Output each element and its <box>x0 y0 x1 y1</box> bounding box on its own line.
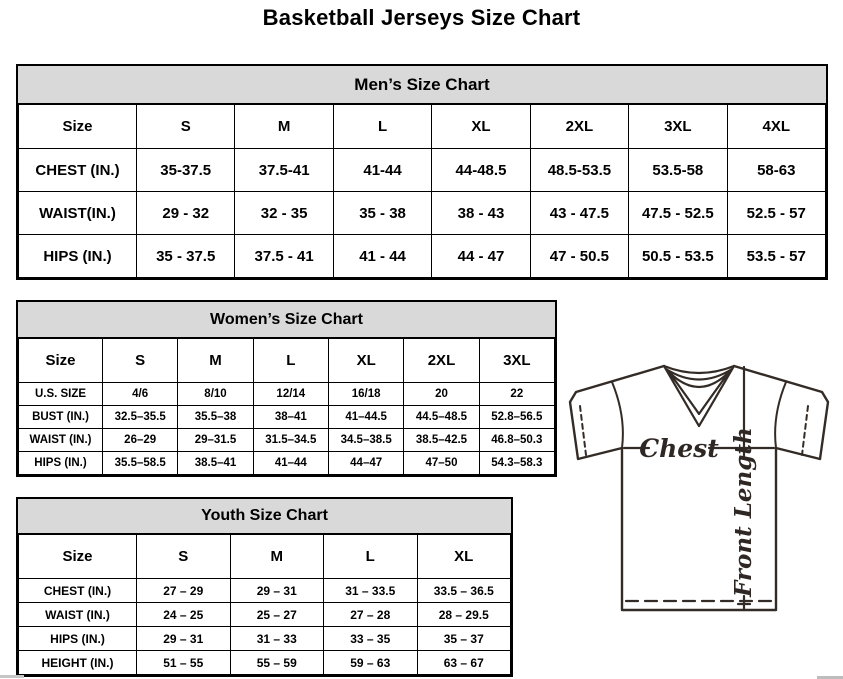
size-cell: M <box>178 339 253 383</box>
row-label-cell: WAIST (IN.) <box>19 429 103 452</box>
size-cell: 2XL <box>530 105 628 149</box>
size-header-row <box>19 339 555 383</box>
value-cell: 52.8–56.5 <box>479 406 554 429</box>
value-cell: 58-63 <box>727 149 825 192</box>
measurement-row <box>19 651 511 675</box>
value-cell: 22 <box>479 383 554 406</box>
value-cell: 24 – 25 <box>137 603 231 627</box>
value-cell: 29–31.5 <box>178 429 253 452</box>
value-cell: 59 – 63 <box>324 651 418 675</box>
size-cell: XL <box>432 105 530 149</box>
mens-size-chart-title: Men’s Size Chart <box>18 66 826 104</box>
value-cell: 37.5-41 <box>235 149 333 192</box>
value-cell: 52.5 - 57 <box>727 192 825 235</box>
jersey-right-cuff-stitch <box>802 406 808 455</box>
value-cell: 29 - 32 <box>137 192 235 235</box>
size-header-row <box>19 535 511 579</box>
value-cell: 8/10 <box>178 383 253 406</box>
size-label-cell: Size <box>19 535 137 579</box>
value-cell: 53.5 - 57 <box>727 235 825 278</box>
size-header-row <box>19 105 826 149</box>
value-cell: 29 – 31 <box>137 627 231 651</box>
jersey-right-seam <box>775 382 786 448</box>
row-label-cell: CHEST (IN.) <box>19 579 137 603</box>
value-cell: 41 - 44 <box>333 235 431 278</box>
measurement-row <box>19 627 511 651</box>
measurement-row <box>19 235 826 278</box>
row-label-cell: HIPS (IN.) <box>19 627 137 651</box>
value-cell: 12/14 <box>253 383 328 406</box>
front-length-label: Front Length <box>730 427 757 597</box>
value-cell: 54.3–58.3 <box>479 452 554 475</box>
value-cell: 31.5–34.5 <box>253 429 328 452</box>
value-cell: 44.5–48.5 <box>404 406 479 429</box>
value-cell: 33 – 35 <box>324 627 418 651</box>
value-cell: 26–29 <box>103 429 178 452</box>
value-cell: 53.5-58 <box>629 149 727 192</box>
value-cell: 41-44 <box>333 149 431 192</box>
row-label-cell: U.S. SIZE <box>19 383 103 406</box>
value-cell: 38–41 <box>253 406 328 429</box>
value-cell: 51 – 55 <box>137 651 231 675</box>
row-label-cell: WAIST(IN.) <box>19 192 137 235</box>
value-cell: 31 – 33.5 <box>324 579 418 603</box>
chest-label: Chest <box>639 434 719 463</box>
value-cell: 4/6 <box>103 383 178 406</box>
mens-size-table <box>18 104 826 278</box>
value-cell: 27 – 29 <box>137 579 231 603</box>
value-cell: 44–47 <box>328 452 403 475</box>
size-cell: L <box>324 535 418 579</box>
measurement-row <box>19 603 511 627</box>
jersey-left-cuff-stitch <box>580 406 586 455</box>
size-cell: S <box>137 535 231 579</box>
value-cell: 32 - 35 <box>235 192 333 235</box>
measurement-row <box>19 429 555 452</box>
row-label-cell: HIPS (IN.) <box>19 235 137 278</box>
measurement-row <box>19 406 555 429</box>
size-label-cell: Size <box>19 105 137 149</box>
womens-size-table <box>18 338 555 475</box>
size-cell: L <box>333 105 431 149</box>
value-cell: 27 – 28 <box>324 603 418 627</box>
row-label-cell: CHEST (IN.) <box>19 149 137 192</box>
value-cell: 55 – 59 <box>230 651 324 675</box>
value-cell: 16/18 <box>328 383 403 406</box>
value-cell: 41–44 <box>253 452 328 475</box>
womens-size-chart-title: Women’s Size Chart <box>18 302 555 338</box>
value-cell: 63 – 67 <box>417 651 511 675</box>
size-label-cell: Size <box>19 339 103 383</box>
value-cell: 47 - 50.5 <box>530 235 628 278</box>
value-cell: 35-37.5 <box>137 149 235 192</box>
value-cell: 25 – 27 <box>230 603 324 627</box>
size-cell: L <box>253 339 328 383</box>
size-cell: M <box>230 535 324 579</box>
measurement-row <box>19 452 555 475</box>
value-cell: 44-48.5 <box>432 149 530 192</box>
size-cell: XL <box>328 339 403 383</box>
row-label-cell: HIPS (IN.) <box>19 452 103 475</box>
value-cell: 37.5 - 41 <box>235 235 333 278</box>
youth-size-chart <box>16 497 513 677</box>
jersey-left-seam <box>612 382 623 448</box>
jersey-vneck <box>664 366 734 426</box>
value-cell: 50.5 - 53.5 <box>629 235 727 278</box>
value-cell: 35.5–58.5 <box>103 452 178 475</box>
youth-size-chart-title: Youth Size Chart <box>18 499 511 534</box>
value-cell: 33.5 – 36.5 <box>417 579 511 603</box>
measurement-row <box>19 383 555 406</box>
value-cell: 47.5 - 52.5 <box>629 192 727 235</box>
value-cell: 35 – 37 <box>417 627 511 651</box>
value-cell: 48.5-53.5 <box>530 149 628 192</box>
value-cell: 28 – 29.5 <box>417 603 511 627</box>
page-title: Basketball Jerseys Size Chart <box>262 5 581 30</box>
value-cell: 38.5–41 <box>178 452 253 475</box>
value-cell: 43 - 47.5 <box>530 192 628 235</box>
value-cell: 35 - 37.5 <box>137 235 235 278</box>
size-cell: S <box>103 339 178 383</box>
value-cell: 47–50 <box>404 452 479 475</box>
row-label-cell: BUST (IN.) <box>19 406 103 429</box>
size-cell: 4XL <box>727 105 825 149</box>
value-cell: 29 – 31 <box>230 579 324 603</box>
row-label-cell: WAIST (IN.) <box>19 603 137 627</box>
value-cell: 35 - 38 <box>333 192 431 235</box>
jersey-outline <box>570 366 828 610</box>
scrollbar-fragment-left[interactable] <box>0 675 24 678</box>
value-cell: 41–44.5 <box>328 406 403 429</box>
mens-size-chart <box>16 64 828 280</box>
value-cell: 38.5–42.5 <box>404 429 479 452</box>
value-cell: 38 - 43 <box>432 192 530 235</box>
size-cell: 3XL <box>629 105 727 149</box>
measurement-row <box>19 192 826 235</box>
size-cell: 3XL <box>479 339 554 383</box>
row-label-cell: HEIGHT (IN.) <box>19 651 137 675</box>
value-cell: 46.8–50.3 <box>479 429 554 452</box>
jersey-measurement-diagram <box>552 356 836 628</box>
value-cell: 32.5–35.5 <box>103 406 178 429</box>
value-cell: 35.5–38 <box>178 406 253 429</box>
youth-size-table <box>18 534 511 675</box>
measurement-row <box>19 579 511 603</box>
womens-size-chart <box>16 300 557 477</box>
size-cell: S <box>137 105 235 149</box>
measurement-row <box>19 149 826 192</box>
value-cell: 20 <box>404 383 479 406</box>
value-cell: 34.5–38.5 <box>328 429 403 452</box>
size-cell: 2XL <box>404 339 479 383</box>
size-cell: XL <box>417 535 511 579</box>
value-cell: 31 – 33 <box>230 627 324 651</box>
size-cell: M <box>235 105 333 149</box>
value-cell: 44 - 47 <box>432 235 530 278</box>
